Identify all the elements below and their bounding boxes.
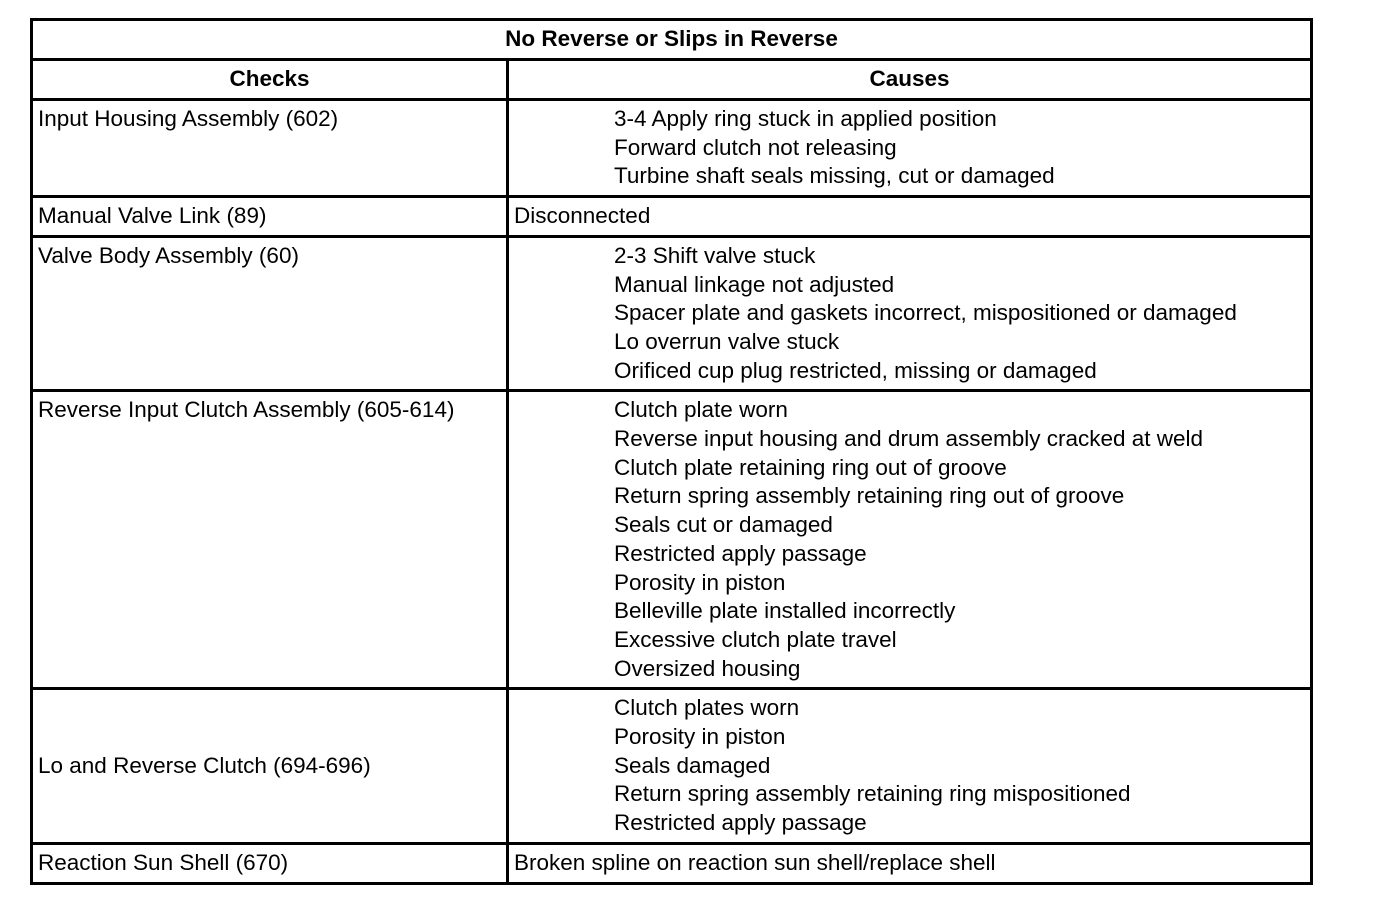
table-row xyxy=(32,391,1312,689)
table-row xyxy=(32,689,1312,844)
cause-item: Reverse input housing and drum assembly cracked at weld xyxy=(614,426,1204,452)
cause-item: Excessive clutch plate travel xyxy=(614,626,897,652)
check-cell: Reaction Sun Shell (670) xyxy=(32,843,508,883)
cause-item: Oversized housing xyxy=(614,655,801,681)
causes-cell xyxy=(508,197,1312,237)
table-title-row xyxy=(32,20,1312,60)
table-title: No Reverse or Slips in Reverse xyxy=(32,20,1312,60)
cause-item: 3-4 Apply ring stuck in applied position xyxy=(614,106,997,131)
cause-item: Belleville plate installed incorrectly xyxy=(614,598,956,624)
cause-item: Disconnected xyxy=(514,203,651,229)
cause-item: Forward clutch not releasing xyxy=(614,134,897,160)
cause-item: Return spring assembly retaining ring mispositioned xyxy=(614,781,1131,807)
causes-cell xyxy=(508,689,1312,844)
cause-item: Restricted apply passage xyxy=(614,540,867,566)
causes-cell xyxy=(508,843,1312,883)
cause-item: 2-3 Shift valve stuck xyxy=(614,242,816,268)
table-row xyxy=(32,197,1312,237)
check-cell: Input Housing Assembly (602) xyxy=(32,100,508,197)
cause-item: Seals cut or damaged xyxy=(614,512,833,538)
table-row xyxy=(32,236,1312,391)
cause-item: Spacer plate and gaskets incorrect, mispositioned or damaged xyxy=(614,300,1237,326)
cause-item: Turbine shaft seals missing, cut or damaged xyxy=(614,163,1055,189)
check-cell: Lo and Reverse Clutch (694-696) xyxy=(32,689,508,844)
checks-header: Checks xyxy=(32,60,508,100)
table-header-row xyxy=(32,60,1312,100)
causes-header: Causes xyxy=(508,60,1312,100)
causes-cell xyxy=(508,391,1312,689)
check-cell: Reverse Input Clutch Assembly (605-614) xyxy=(32,391,508,689)
cause-item: Clutch plate worn xyxy=(614,397,788,423)
cause-item: Restricted apply passage xyxy=(614,810,867,836)
cause-item: Clutch plate retaining ring out of groove xyxy=(614,454,1007,480)
cause-item: Orificed cup plug restricted, missing or damaged xyxy=(614,357,1097,383)
check-cell: Valve Body Assembly (60) xyxy=(32,236,508,391)
cause-item: Porosity in piston xyxy=(614,569,786,595)
causes-cell xyxy=(508,236,1312,391)
cause-item: Return spring assembly retaining ring out of groove xyxy=(614,483,1125,509)
cause-item: Seals damaged xyxy=(614,752,771,778)
table-row xyxy=(32,100,1312,197)
table-row xyxy=(32,843,1312,883)
cause-item: Manual linkage not adjusted xyxy=(614,271,895,297)
cause-item: Lo overrun valve stuck xyxy=(614,328,840,354)
diagnosis-table xyxy=(30,18,1313,885)
check-cell: Manual Valve Link (89) xyxy=(32,197,508,237)
cause-item: Porosity in piston xyxy=(614,724,786,750)
causes-cell xyxy=(508,100,1312,197)
cause-item: Clutch plates worn xyxy=(614,695,800,721)
cause-item: Broken spline on reaction sun shell/replace shell xyxy=(514,849,996,875)
